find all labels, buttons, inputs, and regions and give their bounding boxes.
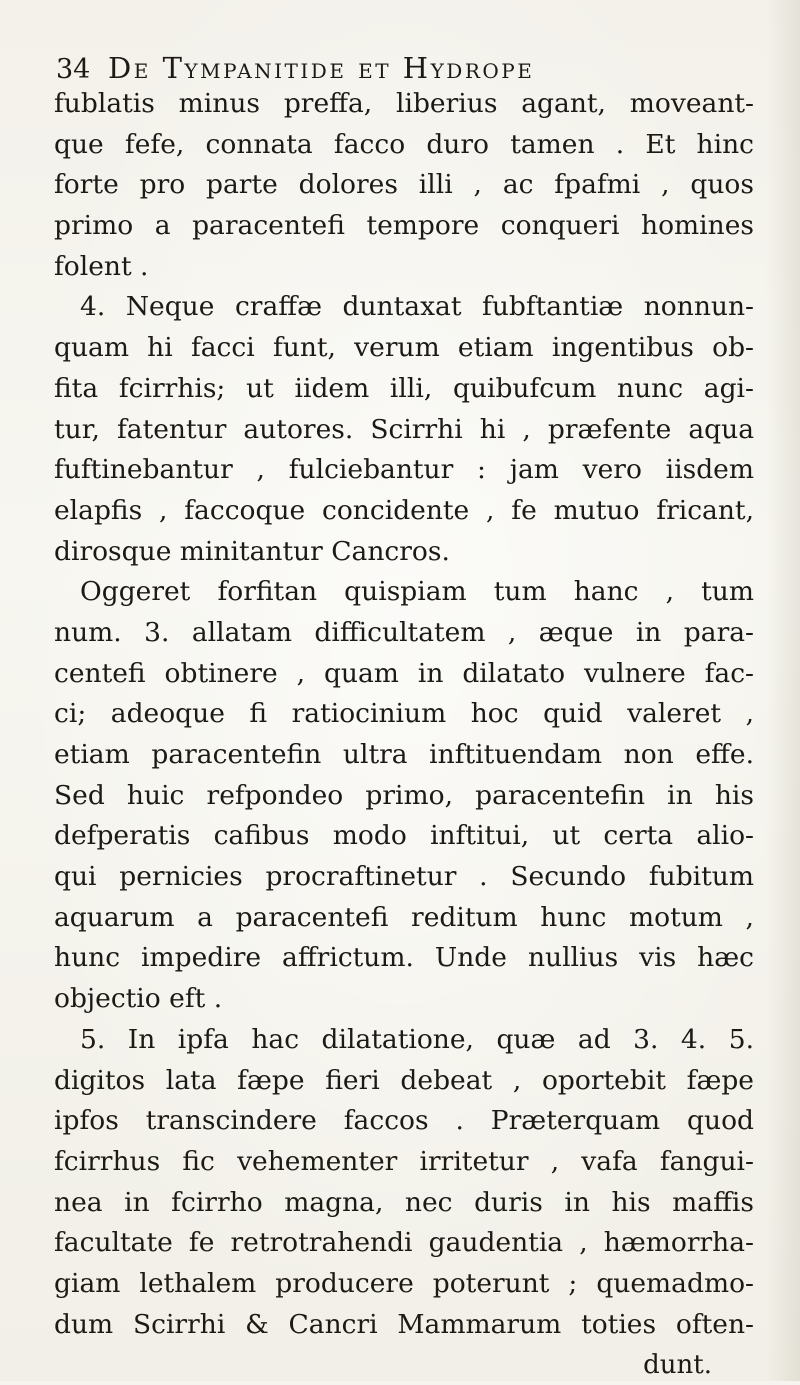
text-line: fita fcirrhis; ut iidem illi, quibufcum nunc agi- bbox=[54, 372, 754, 404]
text-line: dirosque minitantur Cancros. bbox=[54, 535, 450, 567]
text-line: centefi obtinere , quam in dilatato vulnere fac- bbox=[54, 657, 754, 689]
text-line: primo a paracentefi tempore conqueri homines bbox=[54, 210, 754, 242]
text-line: etiam paracentefin ultra inftituendam non effe. bbox=[54, 739, 754, 770]
body-text bbox=[54, 84, 754, 1385]
text-line: ipfos transcindere faccos . Præterquam quod bbox=[54, 1105, 754, 1137]
text-line: num. 3. allatam difficultatem , æque in para- bbox=[54, 616, 754, 648]
running-head: De Tympanitide et Hydrope bbox=[108, 51, 535, 85]
paragraph-5-first-line: 5. In ipfa hac dilatatione, quæ ad 3. 4. 5. bbox=[80, 1023, 754, 1055]
text-line: elapfis , faccoque concidente , fe mutuo fricant, bbox=[54, 494, 754, 526]
text-line: forte pro parte dolores illi , ac fpafmi , quos bbox=[54, 169, 754, 201]
text-line: aquarum a paracentefi reditum hunc motum , bbox=[54, 901, 754, 933]
page-number: 34 bbox=[56, 54, 91, 85]
catchword: dunt. bbox=[643, 1350, 712, 1381]
text-line: objectio eft . bbox=[54, 983, 223, 1015]
paragraph-4-first-line: 4. Neque craffæ duntaxat fubftantiæ nonnun- bbox=[80, 291, 754, 323]
paragraph-first-line: Oggeret forfitan quispiam tum hanc , tum bbox=[80, 576, 754, 608]
text-line: dum Scirrhi & Cancri Mammarum toties often- bbox=[54, 1308, 754, 1340]
text-line: quam hi facci funt, verum etiam ingentibus ob- bbox=[54, 332, 754, 364]
text-line: nea in fcirrho magna, nec duris in his maffis bbox=[54, 1186, 754, 1218]
text-line: facultate fe retrotrahendi gaudentia , hæmorrha- bbox=[54, 1227, 754, 1259]
text-line: giam lethalem producere poterunt ; quemadmo- bbox=[54, 1267, 754, 1299]
text-line: fuftinebantur , fulciebantur : jam vero iisdem bbox=[54, 454, 754, 486]
text-line: hunc impedire affrictum. Unde nullius vis hæc bbox=[54, 942, 754, 974]
text-line: folent . bbox=[54, 250, 149, 282]
text-line: defperatis cafibus modo inftitui, ut certa alio- bbox=[54, 820, 754, 852]
text-line: fcirrhus fic vehementer irritetur , vafa fangui- bbox=[54, 1145, 754, 1177]
text-line: digitos lata fæpe fieri debeat , oportebit fæpe bbox=[54, 1064, 754, 1096]
text-line: fublatis minus preffa, liberius agant, moveant- bbox=[54, 88, 754, 119]
text-line: qui pernicies procraftinetur . Secundo fubitum bbox=[54, 861, 754, 893]
text-line: que fefe, connata facco duro tamen . Et hinc bbox=[54, 128, 754, 160]
text-line: Sed huic refpondeo primo, paracentefin in his bbox=[54, 779, 754, 811]
text-line: tur, fatentur autores. Scirrhi hi , præfente aqua bbox=[54, 413, 754, 445]
text-line: ci; adeoque fi ratiocinium hoc quid valeret , bbox=[54, 698, 754, 730]
